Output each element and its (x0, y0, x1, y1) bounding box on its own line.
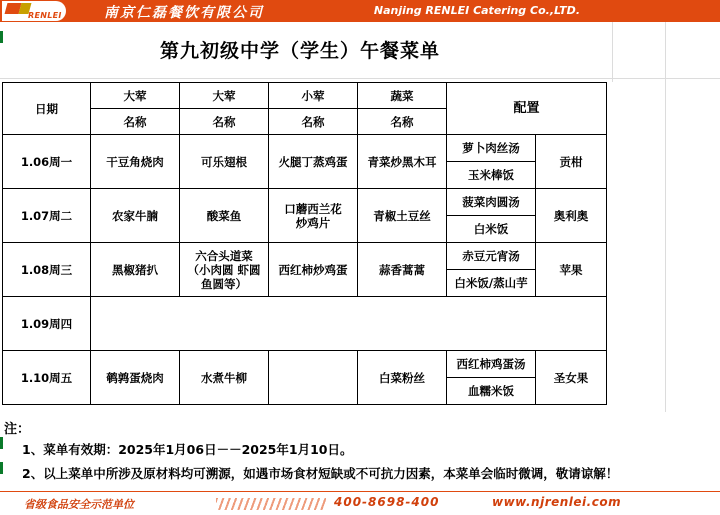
dish-veg: 青菜炒黑木耳 (358, 135, 447, 189)
page-title: 第九初级中学（学生）午餐菜单 (159, 40, 440, 62)
notes-label: 注： (4, 422, 31, 437)
dish-veg: 蒜香蒿蒿 (358, 243, 447, 297)
header-date: 日期 (3, 83, 91, 135)
grid-line (665, 22, 666, 412)
subheader-name: 名称 (269, 109, 358, 135)
side-soup: 赤豆元宵汤 (447, 243, 536, 270)
dish-small: 口蘑西兰花炒鸡片 (269, 189, 358, 243)
dish-main1: 鹌鹑蛋烧肉 (91, 351, 180, 405)
header-meat1: 大荤 (91, 83, 180, 109)
side-staple: 血糯米饭 (447, 378, 536, 405)
subheader-name: 名称 (358, 109, 447, 135)
dish-main1: 黑椒猪扒 (91, 243, 180, 297)
dish-main2: 水煮牛柳 (180, 351, 269, 405)
side-fruit: 贡柑 (536, 135, 607, 189)
header-small-meat: 小荤 (269, 83, 358, 109)
dish-main1: 干豆角烧肉 (91, 135, 180, 189)
company-name-en: Nanjing RENLEI Catering Co.,LTD. (373, 4, 580, 17)
dish-main2: 可乐翅根 (180, 135, 269, 189)
footer-band (0, 491, 720, 515)
dish-main1: 农家牛腩 (91, 189, 180, 243)
side-staple: 白米饭/蒸山芋 (447, 270, 536, 297)
dish-small (269, 351, 358, 405)
dish-main2: 酸菜鱼 (180, 189, 269, 243)
dish-small: 西红柿炒鸡蛋 (269, 243, 358, 297)
subheader-name: 名称 (180, 109, 269, 135)
side-fruit: 苹果 (536, 243, 607, 297)
row-date: 1.09周四 (3, 297, 91, 351)
side-fruit: 奥利奥 (536, 189, 607, 243)
header-config: 配置 (447, 83, 607, 135)
dish-veg: 青椒土豆丝 (358, 189, 447, 243)
footer-website: www.njrenlei.com (492, 495, 622, 509)
logo (2, 1, 66, 21)
header-band (0, 0, 720, 22)
row-date: 1.08周三 (3, 243, 91, 297)
footer-decoration (216, 498, 326, 510)
side-staple: 玉米棒饭 (447, 162, 536, 189)
side-soup: 萝卜肉丝汤 (447, 135, 536, 162)
cell-marker (0, 462, 3, 474)
side-soup: 西红柿鸡蛋汤 (447, 351, 536, 378)
side-fruit: 圣女果 (536, 351, 607, 405)
side-soup: 菠菜肉圆汤 (447, 189, 536, 216)
header-meat2: 大荤 (180, 83, 269, 109)
footer-phone: 400-8698-400 (334, 495, 440, 509)
empty-day-cell (91, 297, 607, 351)
dish-small: 火腿丁蒸鸡蛋 (269, 135, 358, 189)
note-traceability: 2、以上菜单中所涉及原材料均可溯源，如遇市场食材短缺或不可抗力因素，本菜单会临时微调，敬请谅解！ (22, 466, 619, 481)
grid-line (612, 22, 613, 82)
company-name-cn: 南京仁磊餐饮有限公司 (104, 5, 264, 21)
row-date: 1.10周五 (3, 351, 91, 405)
header-vegetable: 蔬菜 (358, 83, 447, 109)
row-date: 1.06周一 (3, 135, 91, 189)
logo-text: RENLEI (28, 11, 62, 20)
subheader-name: 名称 (91, 109, 180, 135)
side-staple: 白米饭 (447, 216, 536, 243)
dish-main2: 六合头道菜（小肉圆 虾圆鱼圆等） (180, 243, 269, 297)
cell-marker (0, 437, 3, 449)
footer-award: 省级食品安全示范单位 (24, 498, 134, 511)
row-date: 1.07周二 (3, 189, 91, 243)
menu-table (2, 82, 607, 405)
note-validity: 1、菜单有效期：2025年1月06日－－2025年1月10日。 (22, 442, 353, 457)
dish-veg: 白菜粉丝 (358, 351, 447, 405)
